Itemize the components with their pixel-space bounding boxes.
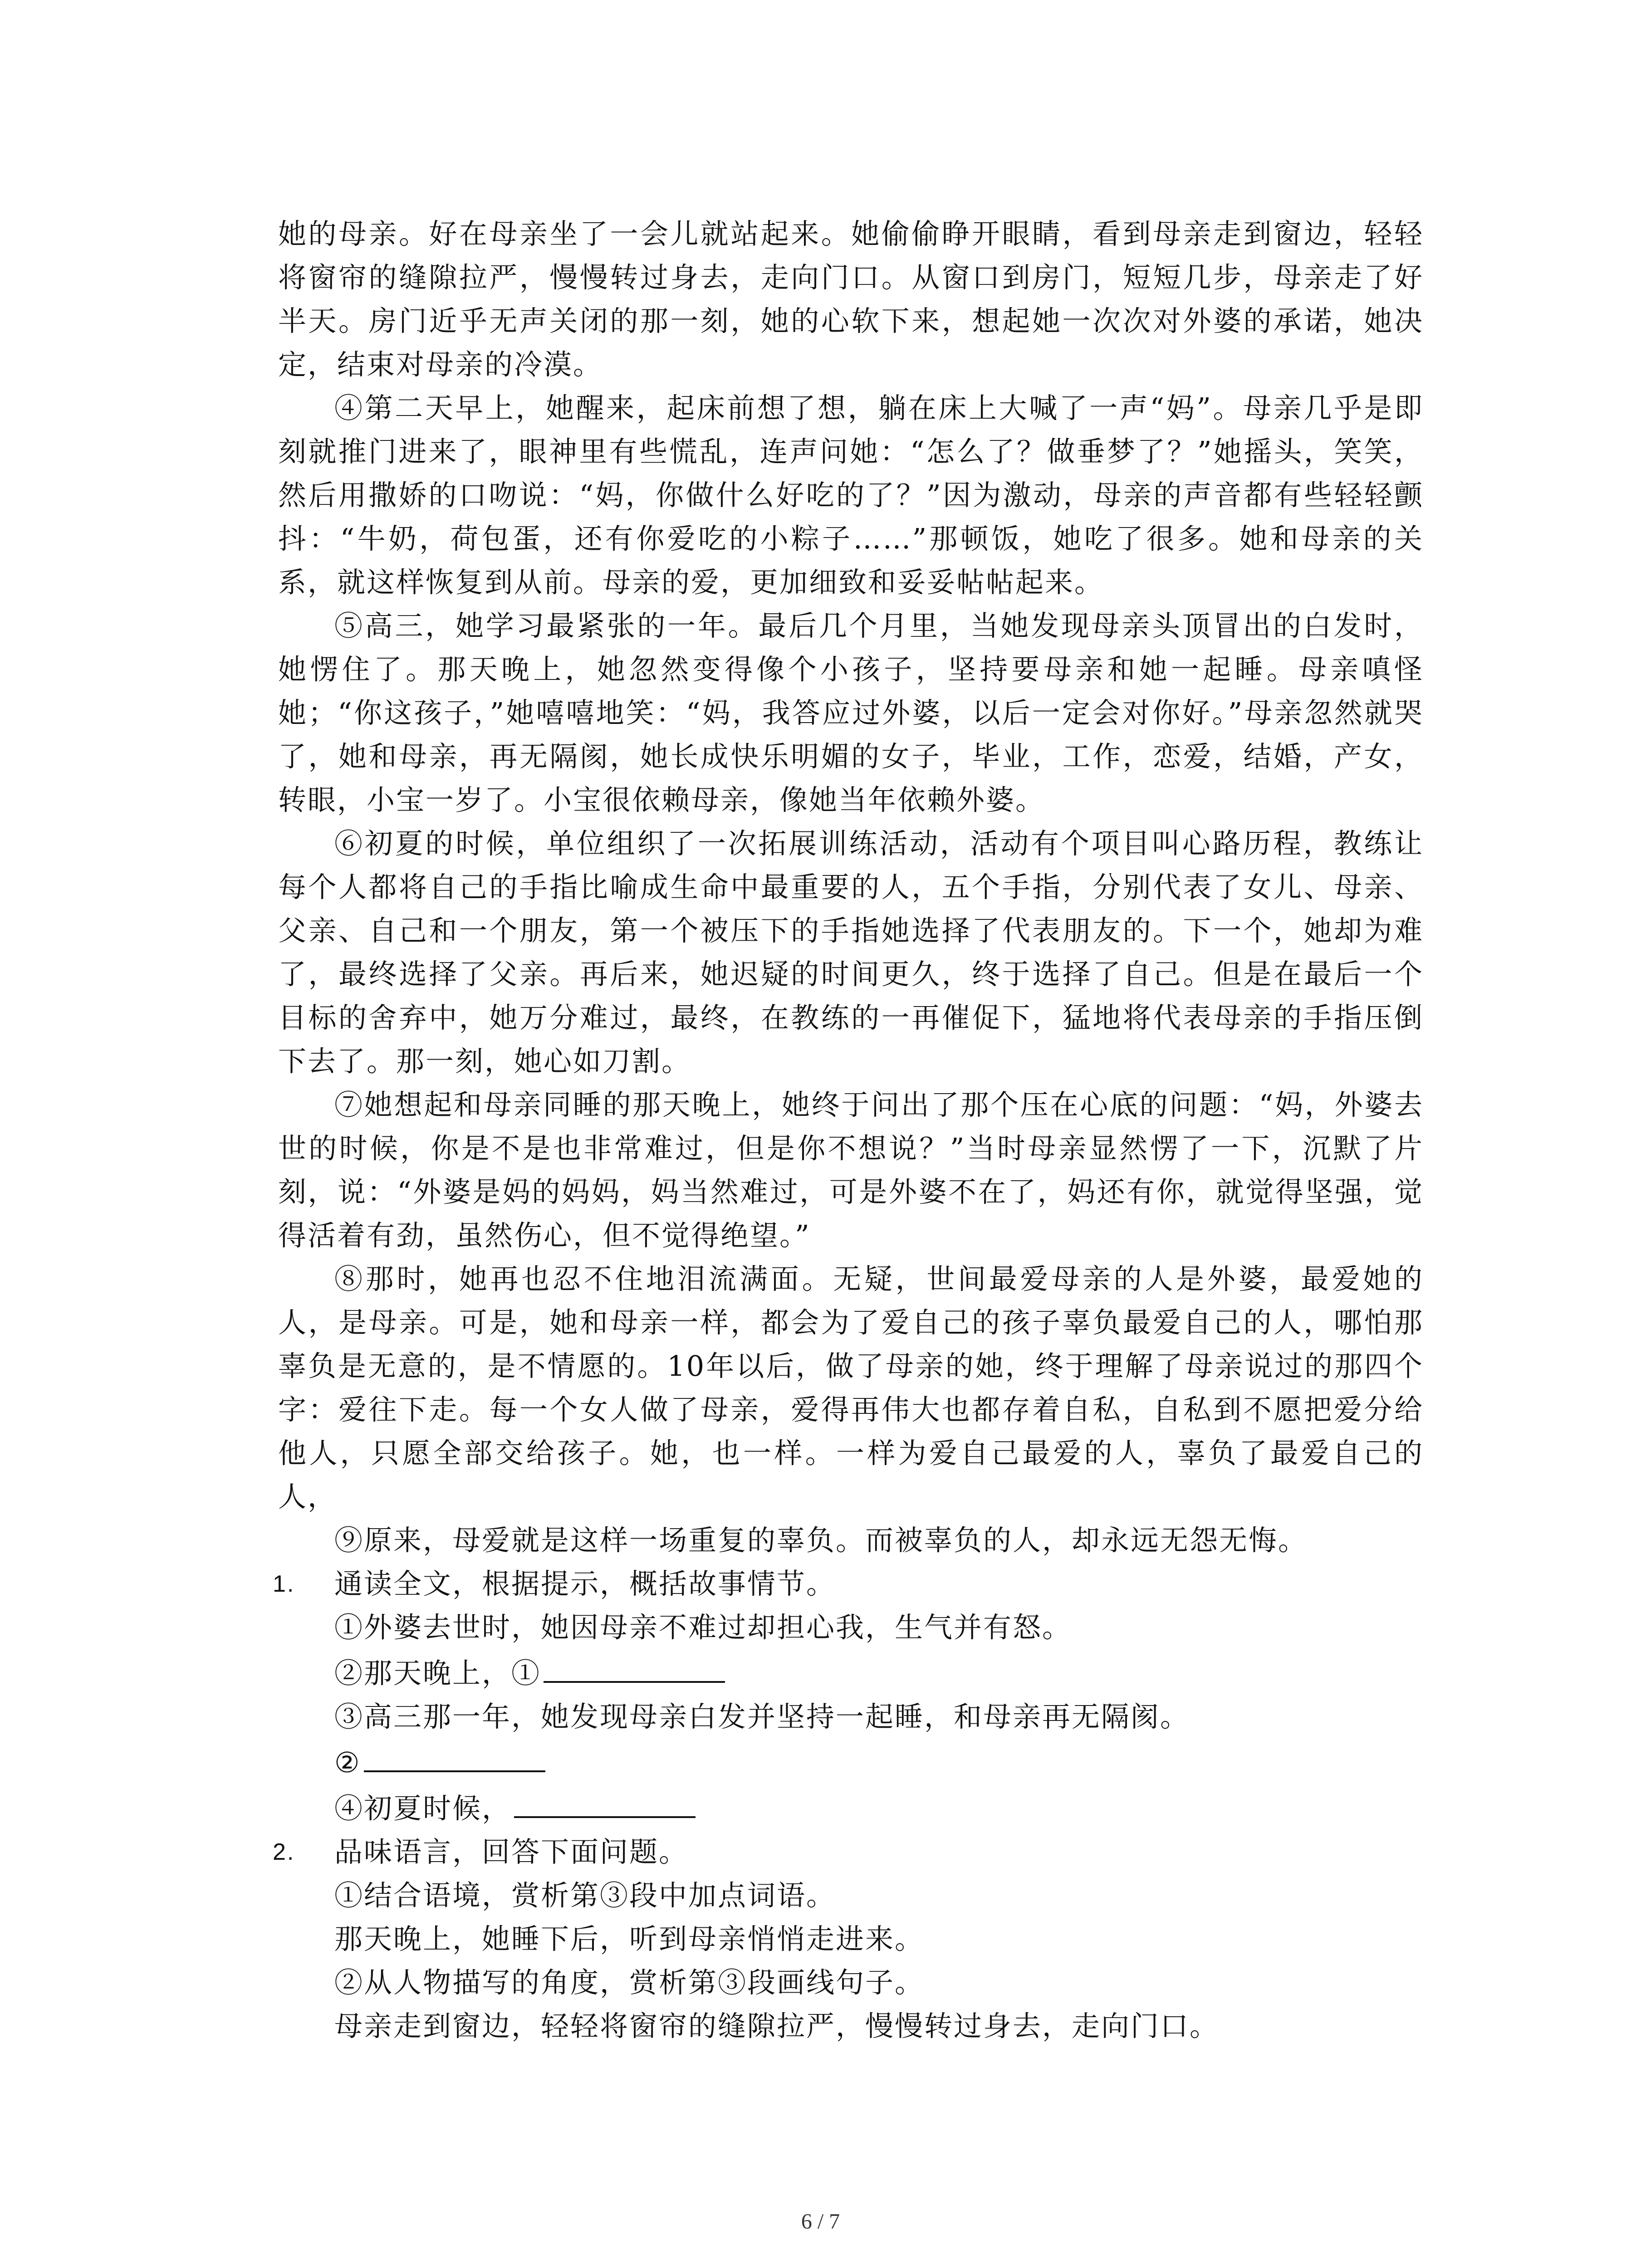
answer-line-3: ③高三那一年，她发现母亲白发并坚持一起睡，和母亲再无隔阂。 <box>334 1700 1190 1733</box>
answer-line-4-label: ② <box>334 1746 361 1779</box>
question-list <box>273 1562 1424 2048</box>
paragraph-4: ④第二天早上，她醒来，起床前想了想，躺在床上大喊了一声“妈”。母亲几乎是即刻就推门进来了，眼神里有些慌乱，连声问她：“怎么了？做垂梦了？”她摇头，笑笑，然后用撒娇的口吻说：“妈，你做什么好吃的了？”因为激动，母亲的声音都有些轻轻颤抖：“牛奶，荷包蛋，还有你爱吃的小粽子……”那顿饭，她吃了很多。她和母亲的关系，就这样恢复到从前。母亲的爱，更加细致和妥妥帖帖起来。 <box>278 391 1424 599</box>
answer-blank-1[interactable] <box>544 1649 725 1683</box>
sub-question-1-text: 那天晚上，她睡下后，听到母亲悄悄走进来。 <box>334 1922 925 1955</box>
question-number: 2. <box>273 1839 295 1865</box>
sub-question-1: ①结合语境，赏析第③段中加点词语。 <box>334 1879 836 1912</box>
answer-line-2 <box>334 1649 1424 1695</box>
paragraph-8: ⑧那时，她再也忍不住地泪流满面。无疑，世间最爱母亲的人是外婆，最爱她的人，是母亲。可是，她和母亲一样，都会为了爱自己的孩子辜负最爱自己的人，哪怕那辜负是无意的，是不情愿的。10年以后，做了母亲的她，终于理解了母亲说过的那四个字：爱往下走。每一个女人做了母亲，爱得再伟大也都存着自私，自私到不愿把爱分给他人，只愿全部交给孩子。她，也一样。一样为爱自己最爱的人，辜负了最爱自己的人， <box>278 1262 1424 1513</box>
page-content <box>273 212 1424 2048</box>
paragraph-continued: 她的母亲。好在母亲坐了一会儿就站起来。她偷偷睁开眼睛，看到母亲走到窗边，轻轻将窗帘的缝隙拉严，慢慢转过身去，走向门口。从窗口到房门，短短几步，母亲走了好半天。房门近乎无声关闭的那一刻，她的心软下来，想起她一次次对外婆的承诺，她决定，结束对母亲的冷漠。 <box>278 217 1424 381</box>
page-number: 6 / 7 <box>801 2209 840 2234</box>
question-prompt: 通读全文，根据提示，概括故事情节。 <box>334 1567 836 1600</box>
answer-line-1: ①外婆去世时，她因母亲不难过却担心我，生气并有怒。 <box>334 1611 1072 1644</box>
paragraph-6: ⑥初夏的时候，单位组织了一次拓展训练活动，活动有个项目叫心路历程，教练让每个人都将自己的手指比喻成生命中最重要的人，五个手指，分别代表了女儿、母亲、父亲、自己和一个朋友，第一个被压下的手指她选择了代表朋友的。下一个，她却为难了，最终选择了父亲。再后来，她迟疑的时间更久，终于选择了自己。但是在最后一个目标的舍弃中，她万分难过，最终，在教练的一再催促下，猛地将代表母亲的手指压倒下去了。那一刻，她心如刀割。 <box>278 827 1424 1078</box>
question-prompt: 品味语言，回答下面问题。 <box>334 1835 689 1868</box>
sub-question-2: ②从人物描写的角度，赏析第③段画线句子。 <box>334 1966 925 1999</box>
answer-blank-2[interactable] <box>364 1739 545 1772</box>
answer-blank-3[interactable] <box>514 1784 696 1818</box>
sub-question-2-text: 母亲走到窗边，轻轻将窗帘的缝隙拉严，慢慢转过身去，走向门口。 <box>334 2009 1220 2043</box>
question-number: 1. <box>273 1571 295 1597</box>
question-2 <box>273 1830 1424 2048</box>
answer-line-5-label: ④初夏时候， <box>334 1792 512 1825</box>
answer-line-2-label: ②那天晚上，① <box>334 1657 541 1690</box>
paragraph-9: ⑨原来，母爱就是这样一场重复的辜负。而被辜负的人，却永远无怨无悔。 <box>334 1524 1308 1557</box>
paragraph-7: ⑦她想起和母亲同睡的那天晚上，她终于问出了那个压在心底的问题：“妈，外婆去世的时候，你是不是也非常难过，但是你不想说？”当时母亲显然愣了一下，沉默了片刻，说：“外婆是妈的妈妈，妈当然难过，可是外婆不在了，妈还有你，就觉得坚强，觉得活着有劲，虽然伤心，但不觉得绝望。” <box>278 1088 1424 1252</box>
question-1 <box>273 1562 1424 1830</box>
answer-line-4 <box>334 1739 1424 1784</box>
answer-line-5 <box>334 1784 1424 1830</box>
paragraph-5: ⑤高三，她学习最紧张的一年。最后几个月里，当她发现母亲头顶冒出的白发时，她愣住了。那天晚上，她忽然变得像个小孩子，坚持要母亲和她一起睡。母亲嗔怪她；“你这孩子，”她嘻嘻地笑：“妈，我答应过外婆，以后一定会对你好。”母亲忽然就哭了，她和母亲，再无隔阂，她长成快乐明媚的女子，毕业，工作，恋爱，结婚，产女，转眼，小宝一岁了。小宝很依赖母亲，像她当年依赖外婆。 <box>278 609 1424 816</box>
